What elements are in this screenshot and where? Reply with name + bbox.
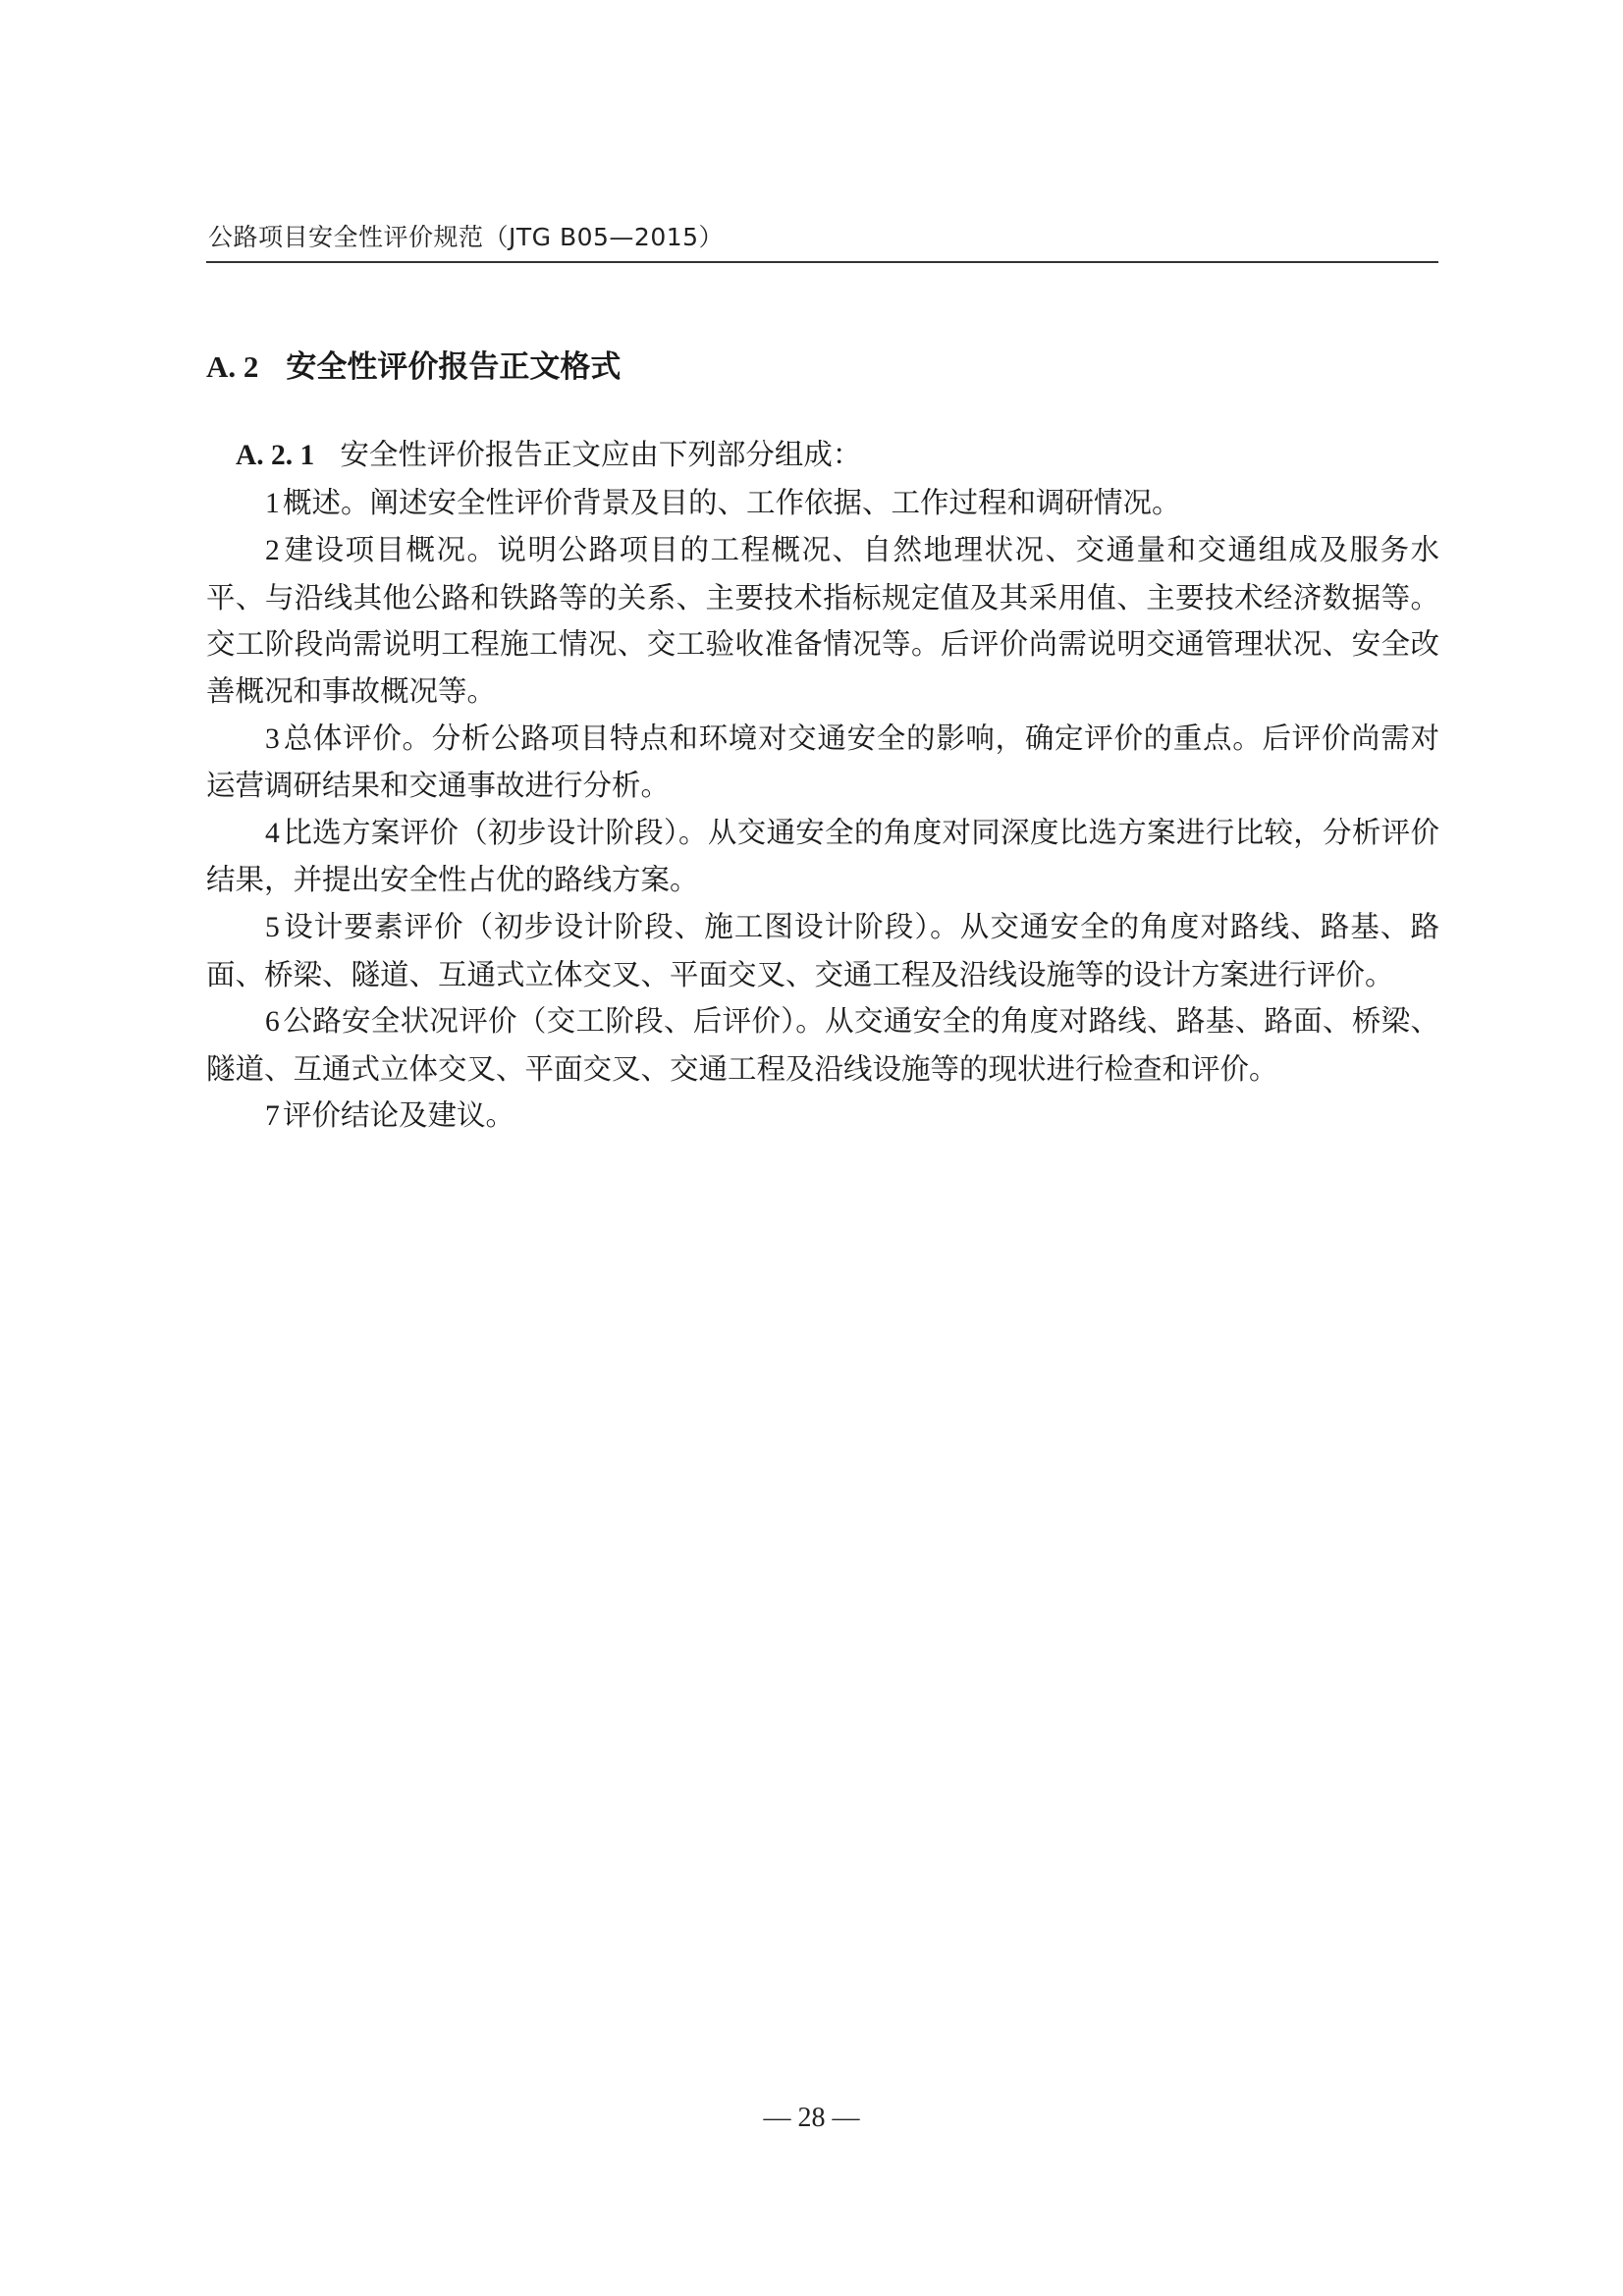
list-item <box>206 904 1439 998</box>
list-item <box>206 998 1439 1093</box>
list-item <box>206 716 1439 810</box>
item-number: 4 <box>265 817 280 849</box>
item-number: 5 <box>265 911 280 943</box>
section-title: 安全性评价报告正文格式 <box>286 349 622 385</box>
list-item <box>206 480 1439 528</box>
item-text: 总体评价。分析公路项目特点和环境对交通安全的影响，确定评价的重点。后评价尚需对运营调研结果和交通事故进行分析。 <box>206 721 1439 803</box>
section-heading <box>206 342 621 386</box>
list-item <box>206 1093 1439 1141</box>
body-text <box>206 432 1439 1141</box>
item-text: 公路安全状况评价（交工阶段、后评价）。从交通安全的角度对路线、路基、路面、桥梁、隧道、互通式立体交叉、平面交叉、交通工程及沿线设施等的现状进行检查和评价。 <box>206 1004 1439 1086</box>
item-text: 建设项目概况。说明公路项目的工程概况、自然地理状况、交通量和交通组成及服务水平、与沿线其他公路和铁路等的关系、主要技术指标规定值及其采用值、主要技术经济数据等。交工阶段尚需说明工程施工情况、交工验收准备情况等。后评价尚需说明交通管理状况、安全改善概况和事故概况等。 <box>206 533 1439 708</box>
item-text: 概述。阐述安全性评价背景及目的、工作依据、工作过程和调研情况。 <box>283 485 1181 519</box>
item-number: 6 <box>265 1006 280 1039</box>
item-text: 评价结论及建议。 <box>283 1098 515 1133</box>
clause-text: 安全性评价报告正文应由下列部分组成： <box>340 438 862 471</box>
item-number: 3 <box>265 722 280 755</box>
item-number: 7 <box>265 1100 280 1133</box>
item-number: 1 <box>265 487 280 519</box>
clause-number: A. 2. 1 <box>236 440 315 471</box>
clause-paragraph <box>206 432 1439 480</box>
section-number: A. 2 <box>206 349 259 384</box>
list-item <box>206 527 1439 715</box>
header-rule <box>206 261 1438 263</box>
page-number: — 28 — <box>763 2103 860 2133</box>
item-text: 比选方案评价（初步设计阶段）。从交通安全的角度对同深度比选方案进行比较，分析评价结果，并提出安全性占优的路线方案。 <box>206 815 1439 897</box>
list-item <box>206 810 1439 904</box>
item-number: 2 <box>265 535 280 567</box>
running-header: 公路项目安全性评价规范（JTG B05—2015） <box>208 223 725 251</box>
item-text: 设计要素评价（初步设计阶段、施工图设计阶段）。从交通安全的角度对路线、路基、路面、桥梁、隧道、互通式立体交叉、平面交叉、交通工程及沿线设施等的设计方案进行评价。 <box>206 909 1439 991</box>
